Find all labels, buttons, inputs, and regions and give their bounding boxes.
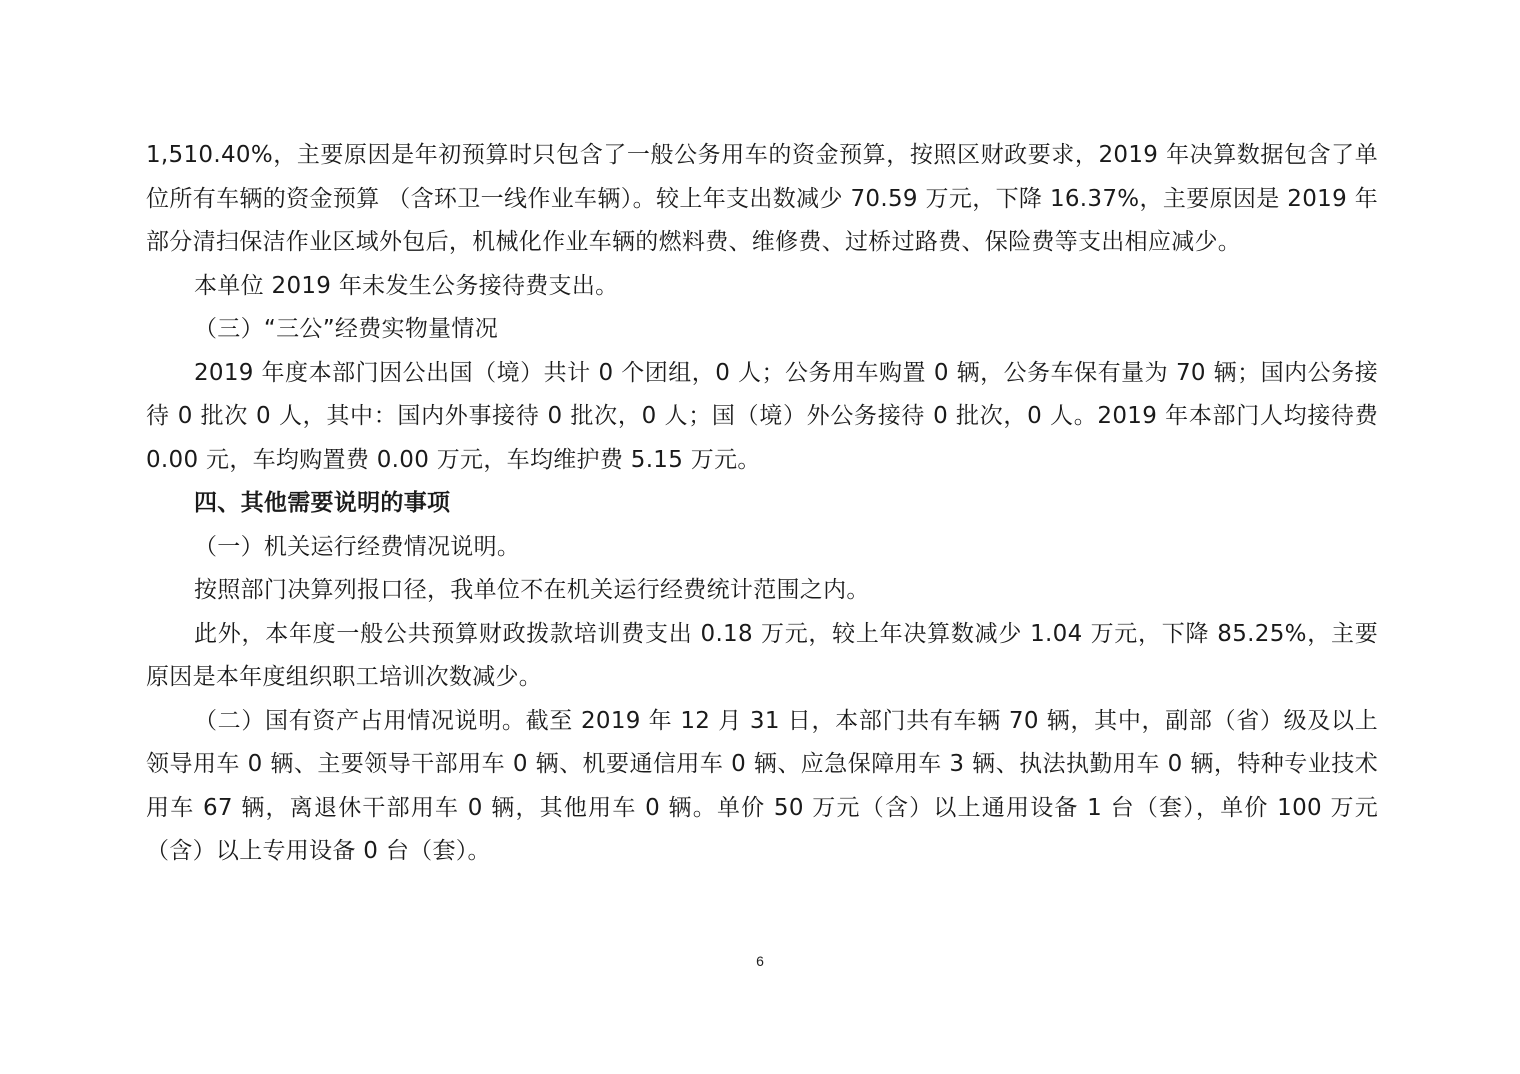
- paragraph-reception-expense: 本单位 2019 年未发生公务接待费支出。: [194, 272, 619, 299]
- document-body: [146, 134, 1378, 874]
- page-number: 6: [756, 953, 764, 969]
- paragraph-state-assets: （二）国有资产占用情况说明。截至 2019 年 12 月 31 日，本部门共有车辆 70 辆，其中，副部（省）级及以上领导用车 0 辆、主要领导干部用车 0 辆、机要通信用车 0 辆、应急保障用车 3 辆、执法执勤用车 0 辆，特种专业技术用车 67 辆，离退休干部用车 0 辆，其他用车 0 辆。单价 50 万元（含）以上通用设备 1 台（套），单价 100 万元（含）以上专用设备 0 台（套）。: [146, 707, 1378, 864]
- paragraph-vehicle-expense-continued: 1,510.40%，主要原因是年初预算时只包含了一般公务用车的资金预算，按照区财政要求，2019 年决算数据包含了单位所有车辆的资金预算 （含环卫一线作业车辆）。较上年支出数减少 70.59 万元，下降 16.37%，主要原因是 2019 年部分清扫保洁作业区域外包后，机械化作业车辆的燃料费、维修费、过桥过路费、保险费等支出相应减少。: [146, 142, 1378, 255]
- subheading-operating-expenses: （一）机关运行经费情况说明。: [194, 533, 521, 560]
- section-heading-three-public-physical: （三）“三公”经费实物量情况: [194, 316, 499, 342]
- paragraph-operating-expenses: 按照部门决算列报口径，我单位不在机关运行经费统计范围之内。: [194, 577, 870, 603]
- paragraph-three-public-physical: 2019 年度本部门因公出国（境）共计 0 个团组，0 人；公务用车购置 0 辆，公务车保有量为 70 辆；国内公务接待 0 批次 0 人，其中：国内外事接待 0 批次，0 人；国（境）外公务接待 0 批次，0 人。2019 年本部门人均接待费 0.00 元，车均购置费 0.00 万元，车均维护费 5.15 万元。: [146, 359, 1378, 473]
- section-heading-other-matters: 四、其他需要说明的事项: [194, 490, 451, 516]
- paragraph-training-expense: 此外，本年度一般公共预算财政拨款培训费支出 0.18 万元，较上年决算数减少 1.04 万元，下降 85.25%，主要原因是本年度组织职工培训次数减少。: [146, 620, 1378, 690]
